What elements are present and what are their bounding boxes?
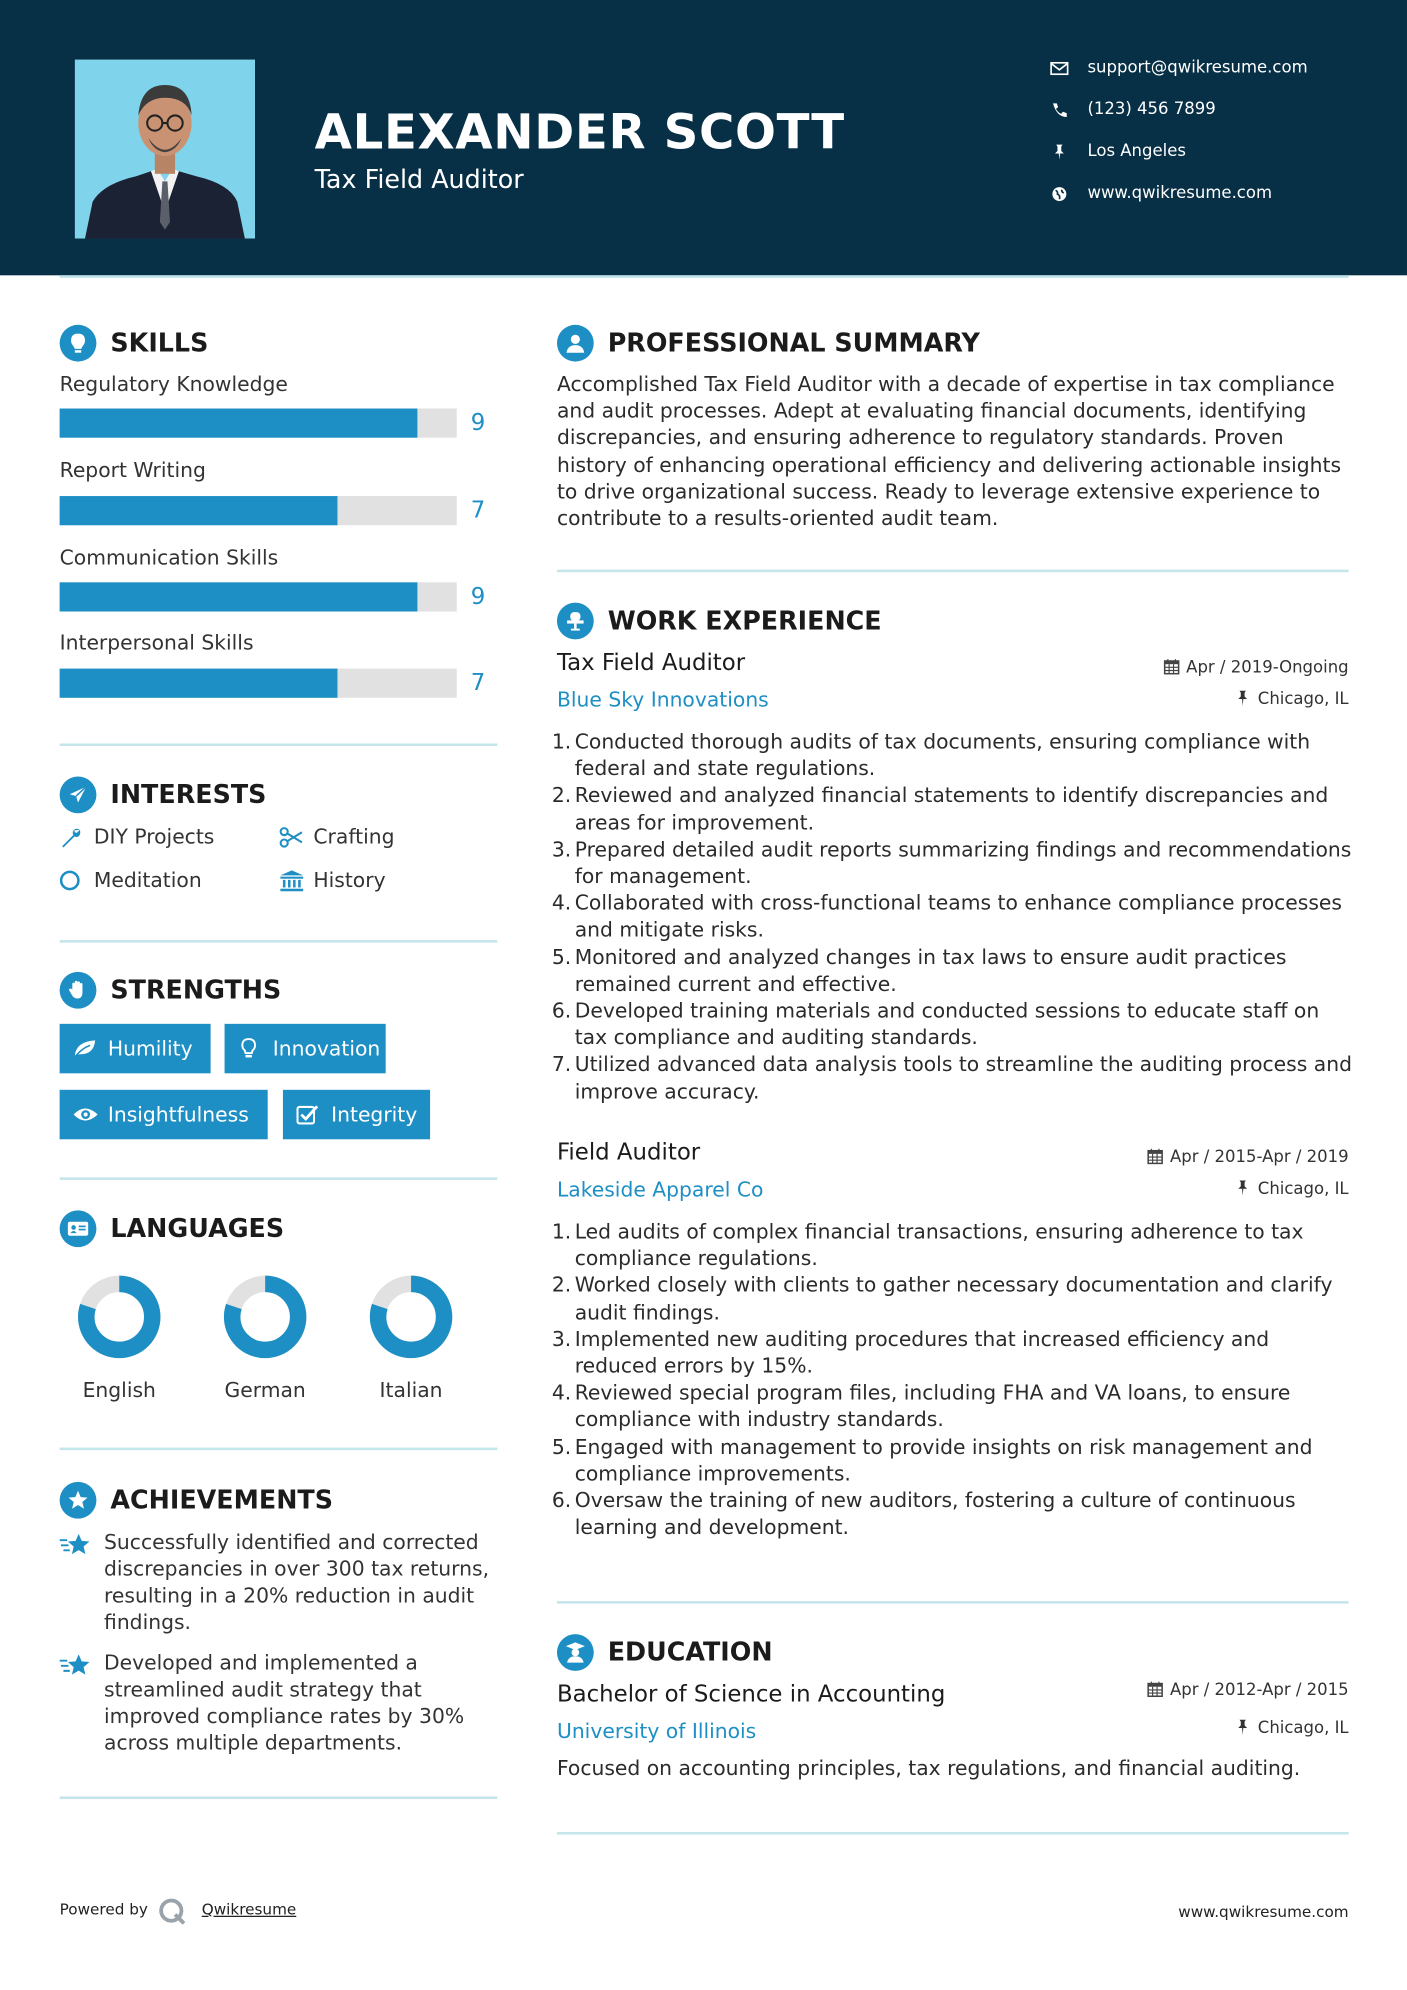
- job-dates-text: Apr / 2019-Ongoing: [1186, 658, 1349, 678]
- school-name: University of Illinois: [556, 1719, 757, 1744]
- company-name: Blue Sky Innovations: [556, 687, 769, 712]
- calendar-icon: [1147, 1681, 1163, 1697]
- section-divider: [60, 1177, 498, 1180]
- graduate-icon: [557, 1634, 594, 1671]
- skills-heading: SKILLS: [110, 327, 209, 358]
- eye-icon: [72, 1104, 100, 1126]
- list-item: 3. Prepared detailed audit reports summarizing findings and recommendations for management.: [551, 837, 1352, 889]
- skill-bar-track: [60, 409, 457, 438]
- strength-badge: [60, 1090, 268, 1139]
- duty-text: Implemented new auditing procedures that increased efficiency and reduced errors by 15%.: [574, 1326, 1270, 1378]
- list-item: 7. Utilized advanced data analysis tools to streamline the auditing process and improve accuracy.: [551, 1052, 1352, 1104]
- duty-text: Prepared detailed audit reports summarizing findings and recommendations for management.: [574, 837, 1352, 889]
- globe-icon: [1049, 185, 1069, 203]
- job-dates-text: Apr / 2015-Apr / 2019: [1169, 1148, 1349, 1168]
- language-label: Italian: [379, 1377, 443, 1402]
- section-divider: [60, 1796, 498, 1799]
- duty-text: Reviewed special program files, including FHA and VA loans, to ensure compliance with industry standards.: [574, 1380, 1291, 1432]
- candidate-name: ALEXANDER SCOTT: [314, 104, 845, 160]
- list-item: 1. Conducted thorough audits of tax documents, ensuring compliance with federal and state regulations.: [551, 729, 1311, 781]
- list-item: 4. Collaborated with cross-functional teams to enhance compliance processes and mitigate risks.: [551, 890, 1342, 942]
- footer-website[interactable]: www.qwikresume.com: [1178, 1903, 1349, 1921]
- list-item: 2. Reviewed and analyzed financial statements to identify discrepancies and areas for improvement.: [551, 783, 1329, 835]
- calendar-icon: [1147, 1148, 1163, 1164]
- scissors-icon: [279, 826, 304, 849]
- leaf-icon: [72, 1038, 97, 1060]
- lightbulb-icon: [237, 1038, 262, 1060]
- education-location-text: Chicago, IL: [1257, 1719, 1349, 1739]
- circle-icon: [60, 869, 83, 892]
- duty-text: Reviewed and analyzed financial statements to identify discrepancies and areas for improvement.: [574, 783, 1329, 835]
- contact-website-text: www.qwikresume.com: [1087, 183, 1273, 203]
- user-icon: [557, 325, 594, 362]
- strength-badge: [60, 1024, 211, 1073]
- contact-website[interactable]: [1049, 184, 1272, 203]
- hand-icon: [60, 972, 97, 1009]
- job-duties-list: [552, 1218, 1354, 1541]
- list-item: 5. Engaged with management to provide insights on risk management and compliance improvements.: [551, 1434, 1313, 1486]
- duty-text: Collaborated with cross-functional teams to enhance compliance processes and mitigate risks.: [574, 890, 1342, 942]
- achievement-item: [60, 1649, 498, 1756]
- education-heading: EDUCATION: [607, 1636, 773, 1668]
- section-divider: [60, 940, 498, 943]
- duty-text: Conducted thorough audits of tax documents, ensuring compliance with federal and state regulations.: [574, 729, 1311, 781]
- language-ring: [77, 1275, 161, 1359]
- skill-score: 7: [470, 669, 486, 697]
- interest-label: Crafting: [313, 824, 395, 849]
- mail-icon: [1049, 59, 1069, 77]
- list-item: 3. Implemented new auditing procedures that increased efficiency and reduced errors by 15%.: [551, 1326, 1270, 1378]
- job-location-text: Chicago, IL: [1257, 690, 1349, 710]
- interest-label: DIY Projects: [93, 824, 215, 849]
- degree-title: Bachelor of Science in Accounting: [556, 1681, 946, 1708]
- list-item: 5. Monitored and analyzed changes in tax laws to ensure audit practices remained current and effective.: [551, 944, 1287, 996]
- section-divider: [557, 1832, 1349, 1835]
- map-pin-icon: [1049, 143, 1069, 161]
- achievements-heading: ACHIEVEMENTS: [110, 1484, 334, 1515]
- list-item: 1. Led audits of complex financial transactions, ensuring adherence to tax compliance regulations.: [551, 1219, 1304, 1271]
- strengths-heading: STRENGTHS: [110, 974, 282, 1005]
- pushpin-icon: [1235, 1719, 1251, 1735]
- duty-text: Monitored and analyzed changes in tax laws to ensure audit practices remained current and effective.: [574, 944, 1287, 996]
- language-label: English: [82, 1377, 156, 1402]
- skill-bar-fill: [60, 496, 338, 525]
- skill-bar-fill: [60, 582, 417, 611]
- education-description: Focused on accounting principles, tax regulations, and financial auditing.: [556, 1755, 1301, 1780]
- section-divider: [557, 1601, 1349, 1604]
- job-title: Field Auditor: [556, 1139, 701, 1166]
- powered-by-label: Powered by: [59, 1900, 148, 1919]
- section-divider: [60, 1448, 498, 1451]
- contact-email[interactable]: [1049, 58, 1307, 77]
- skill-label: Communication Skills: [59, 545, 279, 570]
- duty-text: Worked closely with clients to gather necessary documentation and clarify audit findings.: [574, 1273, 1333, 1325]
- contact-email-text: support@qwikresume.com: [1087, 58, 1308, 78]
- contact-location-text: Los Angeles: [1087, 142, 1186, 162]
- wrench-icon: [60, 826, 83, 849]
- skill-score: 7: [470, 497, 486, 524]
- duty-text: Utilized advanced data analysis tools to streamline the auditing process and improve accuracy.: [574, 1052, 1352, 1104]
- strength-label: Humility: [107, 1036, 193, 1061]
- checkbox-icon: [296, 1104, 321, 1126]
- summary-text: Accomplished Tax Field Auditor with a decade of expertise in tax compliance and audit processes. Adept at evaluating financial documents, identifying discrepancies, and ensuring adherence to regulatory standards. Proven history of enhancing operational efficiency and delivering actionable insights to drive organizational success. Ready to leverage extensive experience to contribute to a results-oriented audit team.: [556, 371, 1342, 531]
- strength-badge: [225, 1024, 386, 1073]
- job-dates: [1147, 1148, 1349, 1167]
- interests-heading: INTERESTS: [110, 778, 267, 810]
- duty-text: Oversaw the training of new auditors, fostering a culture of continuous learning and development.: [574, 1488, 1296, 1540]
- skill-label: Interpersonal Skills: [59, 630, 254, 655]
- skill-bar-track: [60, 582, 457, 611]
- star-badge-icon: [60, 1482, 97, 1519]
- id-card-icon: [60, 1210, 97, 1247]
- contact-phone[interactable]: [1049, 100, 1216, 119]
- language-label: German: [224, 1377, 306, 1402]
- lightbulb-icon: [60, 325, 97, 362]
- interest-label: History: [313, 867, 386, 892]
- list-item: 6. Developed training materials and conducted sessions to educate staff on tax compliance and auditing standards.: [551, 998, 1320, 1050]
- list-item: 2. Worked closely with clients to gather necessary documentation and clarify audit findings.: [551, 1273, 1333, 1325]
- languages-heading: LANGUAGES: [110, 1212, 285, 1244]
- phone-icon: [1049, 101, 1069, 119]
- skill-bar-fill: [60, 669, 338, 698]
- strength-label: Innovation: [272, 1036, 381, 1061]
- shooting-star-icon: [60, 1533, 93, 1558]
- candidate-title: Tax Field Auditor: [314, 163, 524, 195]
- museum-icon: [279, 869, 304, 892]
- list-item: 6. Oversaw the training of new auditors, fostering a culture of continuous learning and development.: [551, 1488, 1296, 1540]
- duty-text: Developed training materials and conducted sessions to educate staff on tax compliance and auditing standards.: [574, 998, 1320, 1050]
- experience-heading: WORK EXPERIENCE: [607, 605, 882, 636]
- strength-label: Integrity: [331, 1102, 418, 1127]
- section-divider: [557, 570, 1349, 573]
- job-duties-list: [552, 728, 1354, 1105]
- achievement-text: Successfully identified and corrected discrepancies in over 300 tax returns, resulting in a 20% reduction in audit findings.: [104, 1530, 490, 1635]
- skill-bar-fill: [60, 409, 417, 438]
- language-ring: [369, 1275, 453, 1359]
- contact-phone-text: (123) 456 7899: [1087, 100, 1216, 120]
- achievement-item: [60, 1529, 498, 1636]
- profile-photo: [75, 60, 255, 239]
- job-location: [1235, 690, 1349, 709]
- interest-label: Meditation: [93, 867, 202, 892]
- pushpin-icon: [1235, 1180, 1251, 1196]
- education-location: [1235, 1719, 1349, 1738]
- calendar-icon: [1163, 658, 1179, 674]
- duty-text: Engaged with management to provide insights on risk management and compliance improvements.: [574, 1434, 1313, 1486]
- education-dates-text: Apr / 2012-Apr / 2015: [1169, 1681, 1349, 1701]
- skill-bar-track: [60, 669, 457, 698]
- shooting-star-icon: [60, 1653, 93, 1678]
- language-ring: [223, 1275, 307, 1359]
- header-divider: [60, 275, 1349, 278]
- qwikresume-link[interactable]: Qwikresume: [201, 1900, 297, 1919]
- list-item: 4. Reviewed special program files, including FHA and VA loans, to ensure compliance with industry standards.: [551, 1380, 1291, 1432]
- contact-location: [1049, 142, 1186, 161]
- education-dates: [1147, 1681, 1349, 1700]
- skill-score: 9: [470, 409, 486, 437]
- qwikresume-logo-icon: [157, 1897, 187, 1927]
- strength-label: Insightfulness: [107, 1102, 249, 1127]
- job-title: Tax Field Auditor: [556, 649, 746, 677]
- briefcase-icon: [557, 603, 594, 640]
- duty-text: Led audits of complex financial transactions, ensuring adherence to tax compliance regulations.: [574, 1219, 1304, 1271]
- achievement-text: Developed and implemented a streamlined audit strategy that improved compliance rates by 30% across multiple departments.: [104, 1650, 465, 1755]
- skill-label: Report Writing: [59, 458, 206, 483]
- strength-badge: [283, 1090, 430, 1139]
- summary-heading: PROFESSIONAL SUMMARY: [607, 327, 980, 358]
- section-divider: [60, 743, 498, 746]
- job-dates: [1163, 658, 1348, 677]
- job-location: [1235, 1180, 1349, 1199]
- paper-plane-icon: [60, 776, 97, 813]
- pushpin-icon: [1235, 690, 1251, 706]
- skill-bar-track: [60, 496, 457, 525]
- skill-label: Regulatory Knowledge: [59, 371, 288, 396]
- skill-score: 9: [470, 583, 486, 611]
- company-name: Lakeside Apparel Co: [556, 1177, 764, 1202]
- job-location-text: Chicago, IL: [1257, 1179, 1349, 1199]
